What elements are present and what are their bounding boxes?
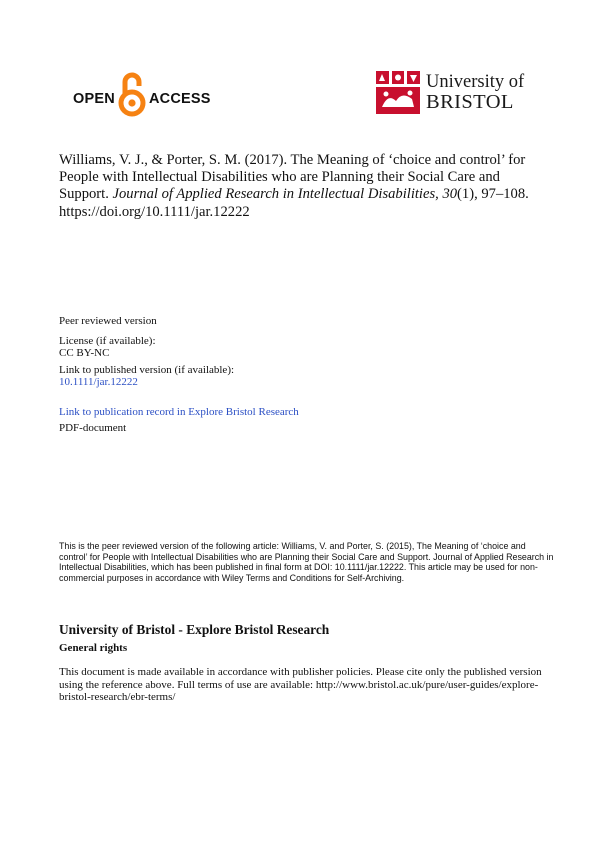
university-of-bristol-logo xyxy=(376,71,526,115)
license-label: License (if available): xyxy=(59,335,156,347)
general-rights-heading: General rights xyxy=(59,642,128,654)
publication-record-link[interactable]: Link to publication record in Explore Bristol Research xyxy=(59,406,299,418)
published-version-label: Link to published version (if available): xyxy=(59,364,235,376)
bristol-logo-line1: University of xyxy=(426,72,525,92)
bristol-crest-icon xyxy=(376,71,420,114)
open-access-logo xyxy=(73,70,213,118)
version-label: Peer reviewed version xyxy=(59,315,157,327)
citation-volume: 30 xyxy=(442,186,458,203)
open-access-logo-open-text: OPEN xyxy=(73,91,115,107)
citation-issue: (1), xyxy=(457,186,478,203)
rights-heading: University of Bristol - Explore Bristol Research xyxy=(59,622,330,637)
citation-separator: , xyxy=(435,186,443,203)
citation-pages-doi: 97–108. https://doi.org/10.1111/jar.12222 xyxy=(59,186,529,220)
peer-review-notice: This is the peer reviewed version of the following article: Williams, V. and Porter, S. (2015), The Meaning of ‘choice and control’ for People with Intellectual Disabilities who are Planning their Social Care and Support. Journal of Applied Research in Intellectual Disabilities, which has been published in final form at DOI: 10.1111/jar.12222. This article may be used for non-commercial purposes in accordance with Wiley Terms and Conditions for Self-Archiving. xyxy=(59,541,554,583)
document-type: PDF-document xyxy=(59,422,127,434)
doi-link[interactable]: 10.1111/jar.12222 xyxy=(59,376,138,388)
rights-text: This document is made available in accordance with publisher policies. Please cite only the published version using the reference above. Full terms of use are available: http://www.bristol.ac.uk/pure/user-guides/explore-bristol-research/ebr-terms/ xyxy=(59,666,542,704)
open-access-logo-access-text: ACCESS xyxy=(149,91,211,107)
license-value: CC BY-NC xyxy=(59,347,110,359)
citation xyxy=(59,152,549,221)
bristol-logo-line2: BRISTOL xyxy=(426,91,514,113)
citation-authors-title: Williams, V. J., & Porter, S. M. (2017). The Meaning of ‘choice and control’ for People with Intellectual Disabilities who are Planning their Social Care and Support. xyxy=(59,152,526,203)
open-lock-icon xyxy=(117,70,147,118)
citation-journal: Journal of Applied Research in Intellectual Disabilities xyxy=(112,186,436,203)
